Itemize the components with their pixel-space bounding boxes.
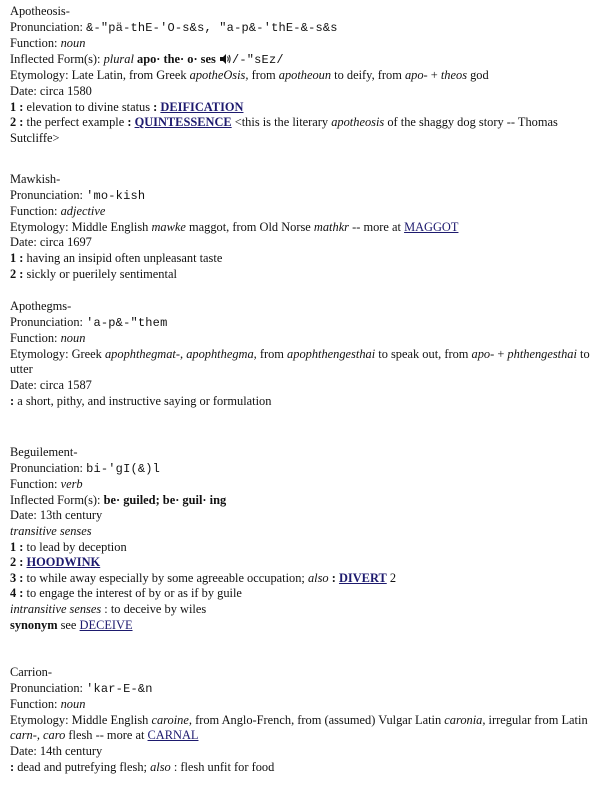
- sense-text: : to deceive by wiles: [101, 601, 207, 616]
- function-line: [10, 477, 594, 493]
- pronunciation: 'mo-kish: [86, 188, 146, 203]
- etymology-word: apo-: [471, 346, 495, 361]
- etymology-text: to utter: [10, 346, 590, 377]
- function-line: [10, 331, 594, 347]
- date-line: Date: 14th century: [10, 743, 103, 758]
- sense-text: the perfect example: [23, 115, 128, 130]
- etymology-line: [10, 68, 594, 84]
- sense-number: 2 :: [10, 555, 24, 570]
- headword: Apotheosis-: [10, 4, 70, 18]
- sense-text: to while away especially by some agreeable occupation;: [23, 570, 308, 585]
- headword: Beguilement-: [10, 445, 78, 459]
- synonym-see: see: [57, 617, 80, 632]
- example-text: of the shaggy dog story -- Thomas Sutcliffe>: [10, 115, 558, 145]
- inflected-forms-line: [10, 493, 594, 509]
- entry-apotheosis: [10, 4, 594, 146]
- etymology-text: to deify, from: [331, 68, 405, 83]
- sense-1: [10, 760, 594, 776]
- sense-1: [10, 540, 594, 556]
- etymology-text: from Anglo-French, from (assumed) Vulgar Latin: [191, 712, 445, 727]
- etymology-text: god: [467, 68, 489, 83]
- xref-link-maggot[interactable]: MAGGOT: [404, 219, 459, 234]
- sense-colon: :: [153, 99, 158, 114]
- xref-link-divert[interactable]: DIVERT: [338, 570, 387, 585]
- etymology-word: apotheOsis,: [189, 68, 249, 83]
- headword: Carrion-: [10, 665, 52, 679]
- pronunciation: &-"pä-thE-'O-s&s, "a-p&-'thE-&-s&s: [86, 20, 338, 35]
- sense-text: dead and putrefying flesh;: [14, 759, 151, 774]
- sense-ref: 2: [386, 570, 397, 585]
- function-value: noun: [60, 697, 86, 712]
- speaker-icon[interactable]: [220, 54, 231, 64]
- etymology-text: +: [494, 346, 508, 361]
- function-label: Function:: [10, 331, 61, 346]
- etymology-text: Etymology: Late Latin, from Greek: [10, 68, 190, 83]
- sense-number: :: [10, 393, 15, 408]
- xref-link-deification[interactable]: DEIFICATION: [160, 99, 244, 114]
- sense-text: to lead by deception: [23, 539, 127, 554]
- sense-colon: :: [127, 115, 132, 130]
- etymology-text: from: [256, 346, 288, 361]
- sense-1: [10, 251, 594, 267]
- etymology-word: mawke: [151, 219, 186, 234]
- etymology-word: caroine,: [151, 712, 192, 727]
- sense-number: 1 :: [10, 99, 24, 114]
- function-label: Function:: [10, 204, 61, 219]
- sense-number: 2 :: [10, 266, 24, 281]
- function-value: adjective: [60, 204, 106, 219]
- sense-number: 3 :: [10, 570, 24, 585]
- inflected-form: apo· the· o· ses: [137, 51, 216, 66]
- sense-2: [10, 555, 594, 571]
- etymology-line: [10, 347, 594, 378]
- also-label: also: [150, 759, 171, 774]
- etymology-word: theos: [440, 68, 468, 83]
- pronunciation-line: [10, 188, 594, 205]
- date-line: Date: circa 1697: [10, 235, 92, 250]
- date-line: Date: 13th century: [10, 508, 103, 523]
- entry-apothegms: [10, 299, 594, 409]
- pronunciation-label: Pronunciation:: [10, 680, 87, 695]
- headword: Mawkish-: [10, 172, 61, 186]
- etymology-word: apotheoun: [278, 68, 332, 83]
- pronunciation: 'a-p&-"them: [86, 315, 168, 330]
- etymology-text: from: [248, 68, 279, 83]
- inflected-plural: plural: [103, 51, 134, 66]
- xref-link-quintessence[interactable]: QUINTESSENCE: [134, 115, 232, 130]
- function-label: Function:: [10, 697, 61, 712]
- etymology-line: [10, 220, 594, 236]
- etymology-text: maggot, from Old Norse: [185, 219, 314, 234]
- function-line: [10, 697, 594, 713]
- pronunciation-line: [10, 315, 594, 332]
- pronunciation-line: [10, 681, 594, 698]
- sense-2: [10, 115, 594, 146]
- etymology-word: apophthegmat-, apophthegma,: [104, 346, 257, 361]
- sense-text: a short, pithy, and instructive saying or formulation: [14, 393, 272, 408]
- inflected-label: Inflected Form(s):: [10, 492, 104, 507]
- sense-number: 1 :: [10, 539, 24, 554]
- etymology-text: -- more at: [349, 219, 405, 234]
- pronunciation: 'kar-E-&n: [86, 681, 153, 696]
- function-line: [10, 204, 594, 220]
- date-line: Date: circa 1580: [10, 83, 92, 98]
- intransitive-line: [10, 602, 594, 618]
- function-label: Function:: [10, 477, 61, 492]
- etymology-text: flesh -- more at: [65, 728, 148, 743]
- etymology-word: carn-, caro: [10, 728, 66, 743]
- xref-link-carnal[interactable]: CARNAL: [147, 728, 199, 743]
- headword: Apothegms-: [10, 299, 72, 313]
- inflected-label: Inflected Form(s):: [10, 51, 104, 66]
- etymology-text: irregular from Latin: [485, 712, 588, 727]
- inflected-forms-line: [10, 52, 594, 69]
- xref-link-deceive[interactable]: DECEIVE: [79, 617, 133, 632]
- intransitive-senses: intransitive senses: [10, 601, 102, 616]
- sense-2: [10, 267, 594, 283]
- etymology-text: Etymology: Greek: [10, 346, 105, 361]
- inflected-pronunciation: /-"sEz/: [231, 52, 284, 67]
- sense-4: [10, 586, 594, 602]
- etymology-text: Etymology: Middle English: [10, 219, 152, 234]
- sense-number: 2 :: [10, 115, 24, 130]
- function-value: noun: [60, 331, 86, 346]
- example-text: <this is the literary: [231, 115, 332, 130]
- etymology-text: Etymology: Middle English: [10, 712, 152, 727]
- etymology-line: [10, 713, 594, 744]
- etymology-text: to speak out, from: [375, 346, 472, 361]
- xref-link-hoodwink[interactable]: HOODWINK: [26, 555, 101, 570]
- sense-1: [10, 394, 594, 410]
- pronunciation-label: Pronunciation:: [10, 460, 87, 475]
- also-label: also: [307, 570, 329, 585]
- synonym-label: synonym: [10, 617, 58, 632]
- sense-colon: :: [331, 570, 336, 585]
- transitive-senses: transitive senses: [10, 523, 92, 538]
- etymology-word: phthengesthai: [507, 346, 577, 361]
- entry-beguilement: [10, 445, 594, 633]
- sense-number: :: [10, 759, 15, 774]
- function-line: [10, 36, 594, 52]
- sense-number: 4 :: [10, 586, 24, 601]
- etymology-word: apo-: [404, 68, 428, 83]
- pronunciation-label: Pronunciation:: [10, 314, 87, 329]
- sense-text: to engage the interest of by or as if by guile: [23, 586, 242, 601]
- date-line: Date: circa 1587: [10, 377, 92, 392]
- etymology-word: mathkr: [313, 219, 350, 234]
- sense-text: having an insipid often unpleasant taste: [23, 250, 223, 265]
- pronunciation-line: [10, 461, 594, 478]
- sense-3: [10, 571, 594, 587]
- sense-number: 1 :: [10, 250, 24, 265]
- sense-text: elevation to divine status: [23, 99, 154, 114]
- sense-text: sickly or puerilely sentimental: [23, 266, 177, 281]
- sense-text: : flesh unfit for food: [170, 759, 275, 774]
- example-italic: apotheosis: [331, 115, 385, 130]
- etymology-word: apophthengesthai: [287, 346, 376, 361]
- sense-1: [10, 100, 594, 116]
- entry-mawkish: [10, 172, 594, 282]
- inflected-form: be· guiled; be· guil· ing: [103, 492, 227, 507]
- function-label: Function:: [10, 36, 61, 51]
- synonym-line: [10, 618, 594, 634]
- function-value: verb: [60, 477, 83, 492]
- etymology-text: +: [427, 68, 441, 83]
- pronunciation-label: Pronunciation:: [10, 187, 87, 202]
- pronunciation-line: [10, 20, 594, 37]
- etymology-word: caronia,: [444, 712, 486, 727]
- entry-carrion: [10, 665, 594, 775]
- pronunciation-label: Pronunciation:: [10, 19, 87, 34]
- pronunciation: bi-'gI(&)l: [86, 461, 161, 476]
- transitive-label: [10, 524, 594, 540]
- function-value: noun: [60, 36, 86, 51]
